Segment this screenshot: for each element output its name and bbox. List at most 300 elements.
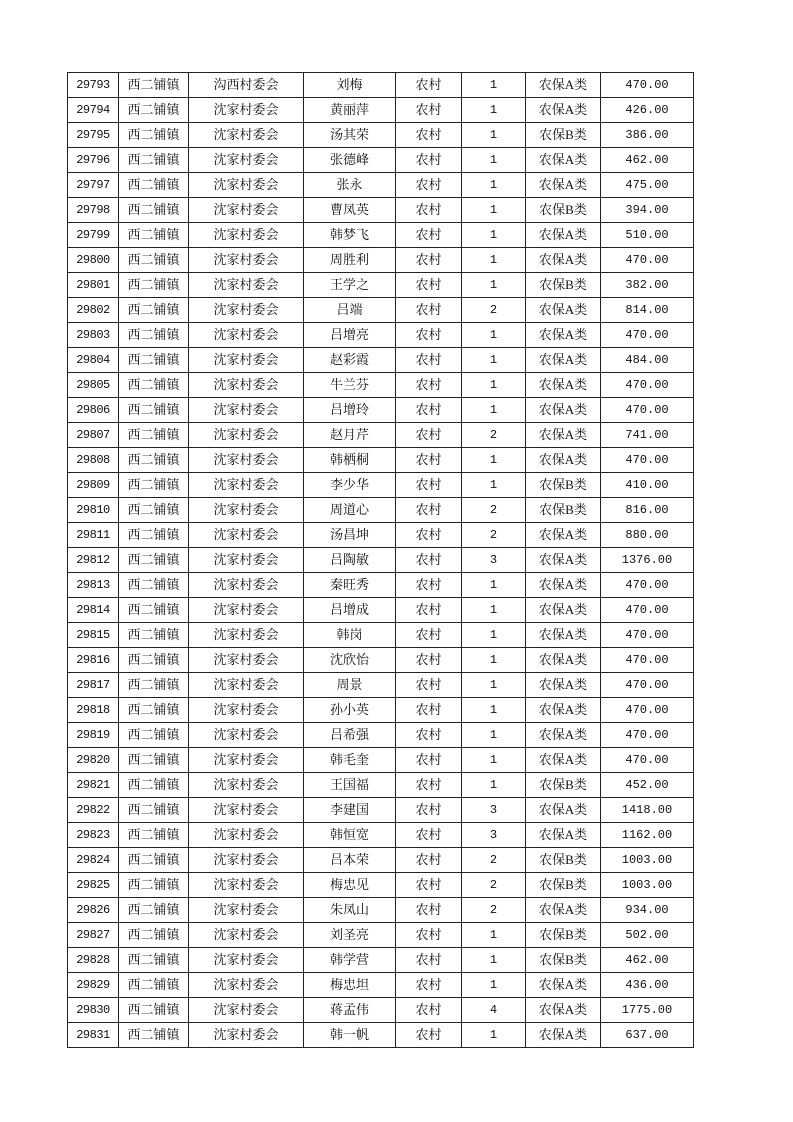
record-id-cell: 29799 xyxy=(68,223,119,248)
member-count-cell: 1 xyxy=(462,323,526,348)
table-row xyxy=(68,423,694,448)
insurance-category-cell: 农保B类 xyxy=(526,948,601,973)
person-name-cell: 吕端 xyxy=(304,298,396,323)
person-name-cell: 韩栖桐 xyxy=(304,448,396,473)
amount-cell: 1376.00 xyxy=(601,548,694,573)
table-row xyxy=(68,673,694,698)
town-cell: 西二铺镇 xyxy=(119,273,189,298)
table-row xyxy=(68,648,694,673)
village-committee-cell: 沈家村委会 xyxy=(189,923,304,948)
person-name-cell: 吕增亮 xyxy=(304,323,396,348)
town-cell: 西二铺镇 xyxy=(119,323,189,348)
village-committee-cell: 沈家村委会 xyxy=(189,248,304,273)
town-cell: 西二铺镇 xyxy=(119,973,189,998)
town-cell: 西二铺镇 xyxy=(119,1023,189,1048)
member-count-cell: 2 xyxy=(462,298,526,323)
record-id-cell: 29795 xyxy=(68,123,119,148)
village-committee-cell: 沈家村委会 xyxy=(189,498,304,523)
member-count-cell: 1 xyxy=(462,98,526,123)
town-cell: 西二铺镇 xyxy=(119,148,189,173)
table-row xyxy=(68,998,694,1023)
record-id-cell: 29817 xyxy=(68,673,119,698)
amount-cell: 470.00 xyxy=(601,448,694,473)
table-row xyxy=(68,748,694,773)
household-type-cell: 农村 xyxy=(396,373,462,398)
record-id-cell: 29821 xyxy=(68,773,119,798)
member-count-cell: 4 xyxy=(462,998,526,1023)
town-cell: 西二铺镇 xyxy=(119,798,189,823)
member-count-cell: 1 xyxy=(462,723,526,748)
town-cell: 西二铺镇 xyxy=(119,473,189,498)
table-row xyxy=(68,723,694,748)
record-id-cell: 29813 xyxy=(68,573,119,598)
town-cell: 西二铺镇 xyxy=(119,948,189,973)
person-name-cell: 赵月芹 xyxy=(304,423,396,448)
amount-cell: 470.00 xyxy=(601,373,694,398)
insurance-category-cell: 农保A类 xyxy=(526,798,601,823)
town-cell: 西二铺镇 xyxy=(119,248,189,273)
household-type-cell: 农村 xyxy=(396,223,462,248)
member-count-cell: 1 xyxy=(462,198,526,223)
amount-cell: 880.00 xyxy=(601,523,694,548)
record-id-cell: 29807 xyxy=(68,423,119,448)
amount-cell: 637.00 xyxy=(601,1023,694,1048)
village-committee-cell: 沈家村委会 xyxy=(189,273,304,298)
person-name-cell: 梅忠见 xyxy=(304,873,396,898)
member-count-cell: 1 xyxy=(462,648,526,673)
insurance-category-cell: 农保B类 xyxy=(526,273,601,298)
household-type-cell: 农村 xyxy=(396,873,462,898)
person-name-cell: 朱凤山 xyxy=(304,898,396,923)
member-count-cell: 1 xyxy=(462,948,526,973)
table-row xyxy=(68,873,694,898)
amount-cell: 484.00 xyxy=(601,348,694,373)
village-committee-cell: 沈家村委会 xyxy=(189,173,304,198)
record-id-cell: 29814 xyxy=(68,598,119,623)
town-cell: 西二铺镇 xyxy=(119,98,189,123)
record-id-cell: 29794 xyxy=(68,98,119,123)
amount-cell: 1775.00 xyxy=(601,998,694,1023)
person-name-cell: 周道心 xyxy=(304,498,396,523)
record-id-cell: 29797 xyxy=(68,173,119,198)
household-type-cell: 农村 xyxy=(396,698,462,723)
person-name-cell: 王国福 xyxy=(304,773,396,798)
household-type-cell: 农村 xyxy=(396,923,462,948)
town-cell: 西二铺镇 xyxy=(119,848,189,873)
person-name-cell: 韩恒宽 xyxy=(304,823,396,848)
insurance-category-cell: 农保B类 xyxy=(526,773,601,798)
person-name-cell: 周景 xyxy=(304,673,396,698)
record-id-cell: 29801 xyxy=(68,273,119,298)
household-type-cell: 农村 xyxy=(396,573,462,598)
record-id-cell: 29800 xyxy=(68,248,119,273)
village-committee-cell: 沈家村委会 xyxy=(189,723,304,748)
amount-cell: 470.00 xyxy=(601,723,694,748)
person-name-cell: 曹凤英 xyxy=(304,198,396,223)
insurance-category-cell: 农保A类 xyxy=(526,98,601,123)
town-cell: 西二铺镇 xyxy=(119,198,189,223)
household-type-cell: 农村 xyxy=(396,723,462,748)
person-name-cell: 韩学营 xyxy=(304,948,396,973)
subsidy-table xyxy=(67,72,694,1048)
village-committee-cell: 沟西村委会 xyxy=(189,73,304,98)
member-count-cell: 1 xyxy=(462,173,526,198)
town-cell: 西二铺镇 xyxy=(119,873,189,898)
insurance-category-cell: 农保A类 xyxy=(526,723,601,748)
record-id-cell: 29831 xyxy=(68,1023,119,1048)
village-committee-cell: 沈家村委会 xyxy=(189,148,304,173)
town-cell: 西二铺镇 xyxy=(119,423,189,448)
town-cell: 西二铺镇 xyxy=(119,448,189,473)
member-count-cell: 1 xyxy=(462,573,526,598)
person-name-cell: 吕本荣 xyxy=(304,848,396,873)
village-committee-cell: 沈家村委会 xyxy=(189,573,304,598)
insurance-category-cell: 农保A类 xyxy=(526,73,601,98)
member-count-cell: 1 xyxy=(462,673,526,698)
household-type-cell: 农村 xyxy=(396,348,462,373)
household-type-cell: 农村 xyxy=(396,773,462,798)
town-cell: 西二铺镇 xyxy=(119,773,189,798)
table-row xyxy=(68,523,694,548)
record-id-cell: 29829 xyxy=(68,973,119,998)
member-count-cell: 1 xyxy=(462,398,526,423)
village-committee-cell: 沈家村委会 xyxy=(189,323,304,348)
household-type-cell: 农村 xyxy=(396,298,462,323)
amount-cell: 452.00 xyxy=(601,773,694,798)
table-row xyxy=(68,973,694,998)
household-type-cell: 农村 xyxy=(396,273,462,298)
household-type-cell: 农村 xyxy=(396,798,462,823)
insurance-category-cell: 农保A类 xyxy=(526,323,601,348)
insurance-category-cell: 农保A类 xyxy=(526,998,601,1023)
person-name-cell: 汤昌坤 xyxy=(304,523,396,548)
household-type-cell: 农村 xyxy=(396,398,462,423)
person-name-cell: 刘梅 xyxy=(304,73,396,98)
amount-cell: 1003.00 xyxy=(601,848,694,873)
table-row xyxy=(68,848,694,873)
village-committee-cell: 沈家村委会 xyxy=(189,598,304,623)
amount-cell: 1418.00 xyxy=(601,798,694,823)
record-id-cell: 29830 xyxy=(68,998,119,1023)
member-count-cell: 1 xyxy=(462,73,526,98)
table-row xyxy=(68,223,694,248)
village-committee-cell: 沈家村委会 xyxy=(189,348,304,373)
insurance-category-cell: 农保B类 xyxy=(526,498,601,523)
record-id-cell: 29820 xyxy=(68,748,119,773)
record-id-cell: 29804 xyxy=(68,348,119,373)
amount-cell: 934.00 xyxy=(601,898,694,923)
household-type-cell: 农村 xyxy=(396,673,462,698)
insurance-category-cell: 农保A类 xyxy=(526,248,601,273)
table-row xyxy=(68,773,694,798)
village-committee-cell: 沈家村委会 xyxy=(189,748,304,773)
person-name-cell: 韩一帆 xyxy=(304,1023,396,1048)
village-committee-cell: 沈家村委会 xyxy=(189,798,304,823)
insurance-category-cell: 农保A类 xyxy=(526,298,601,323)
amount-cell: 470.00 xyxy=(601,698,694,723)
village-committee-cell: 沈家村委会 xyxy=(189,398,304,423)
table-row xyxy=(68,323,694,348)
village-committee-cell: 沈家村委会 xyxy=(189,873,304,898)
insurance-category-cell: 农保A类 xyxy=(526,823,601,848)
member-count-cell: 1 xyxy=(462,923,526,948)
record-id-cell: 29808 xyxy=(68,448,119,473)
village-committee-cell: 沈家村委会 xyxy=(189,623,304,648)
household-type-cell: 农村 xyxy=(396,73,462,98)
household-type-cell: 农村 xyxy=(396,148,462,173)
town-cell: 西二铺镇 xyxy=(119,498,189,523)
insurance-category-cell: 农保B类 xyxy=(526,473,601,498)
insurance-category-cell: 农保B类 xyxy=(526,873,601,898)
household-type-cell: 农村 xyxy=(396,523,462,548)
village-committee-cell: 沈家村委会 xyxy=(189,648,304,673)
village-committee-cell: 沈家村委会 xyxy=(189,523,304,548)
record-id-cell: 29827 xyxy=(68,923,119,948)
table-row xyxy=(68,148,694,173)
amount-cell: 470.00 xyxy=(601,623,694,648)
table-row xyxy=(68,1023,694,1048)
town-cell: 西二铺镇 xyxy=(119,373,189,398)
insurance-category-cell: 农保A类 xyxy=(526,548,601,573)
town-cell: 西二铺镇 xyxy=(119,173,189,198)
village-committee-cell: 沈家村委会 xyxy=(189,948,304,973)
record-id-cell: 29828 xyxy=(68,948,119,973)
amount-cell: 470.00 xyxy=(601,398,694,423)
member-count-cell: 2 xyxy=(462,898,526,923)
village-committee-cell: 沈家村委会 xyxy=(189,448,304,473)
table-row xyxy=(68,948,694,973)
insurance-category-cell: 农保A类 xyxy=(526,173,601,198)
amount-cell: 816.00 xyxy=(601,498,694,523)
village-committee-cell: 沈家村委会 xyxy=(189,898,304,923)
village-committee-cell: 沈家村委会 xyxy=(189,123,304,148)
person-name-cell: 汤其荣 xyxy=(304,123,396,148)
person-name-cell: 李建国 xyxy=(304,798,396,823)
member-count-cell: 3 xyxy=(462,798,526,823)
amount-cell: 1003.00 xyxy=(601,873,694,898)
amount-cell: 386.00 xyxy=(601,123,694,148)
insurance-category-cell: 农保A类 xyxy=(526,398,601,423)
household-type-cell: 农村 xyxy=(396,323,462,348)
town-cell: 西二铺镇 xyxy=(119,398,189,423)
member-count-cell: 1 xyxy=(462,273,526,298)
amount-cell: 475.00 xyxy=(601,173,694,198)
amount-cell: 510.00 xyxy=(601,223,694,248)
member-count-cell: 2 xyxy=(462,523,526,548)
table-row xyxy=(68,598,694,623)
person-name-cell: 刘圣亮 xyxy=(304,923,396,948)
record-id-cell: 29810 xyxy=(68,498,119,523)
amount-cell: 502.00 xyxy=(601,923,694,948)
town-cell: 西二铺镇 xyxy=(119,123,189,148)
insurance-category-cell: 农保A类 xyxy=(526,623,601,648)
insurance-category-cell: 农保A类 xyxy=(526,673,601,698)
insurance-category-cell: 农保A类 xyxy=(526,898,601,923)
member-count-cell: 1 xyxy=(462,123,526,148)
household-type-cell: 农村 xyxy=(396,198,462,223)
record-id-cell: 29802 xyxy=(68,298,119,323)
amount-cell: 470.00 xyxy=(601,598,694,623)
record-id-cell: 29826 xyxy=(68,898,119,923)
record-id-cell: 29793 xyxy=(68,73,119,98)
record-id-cell: 29798 xyxy=(68,198,119,223)
person-name-cell: 王学之 xyxy=(304,273,396,298)
person-name-cell: 赵彩霞 xyxy=(304,348,396,373)
amount-cell: 462.00 xyxy=(601,948,694,973)
insurance-category-cell: 农保A类 xyxy=(526,648,601,673)
amount-cell: 410.00 xyxy=(601,473,694,498)
town-cell: 西二铺镇 xyxy=(119,698,189,723)
member-count-cell: 1 xyxy=(462,698,526,723)
member-count-cell: 1 xyxy=(462,623,526,648)
household-type-cell: 农村 xyxy=(396,423,462,448)
town-cell: 西二铺镇 xyxy=(119,73,189,98)
insurance-category-cell: 农保A类 xyxy=(526,1023,601,1048)
member-count-cell: 1 xyxy=(462,223,526,248)
amount-cell: 470.00 xyxy=(601,648,694,673)
member-count-cell: 1 xyxy=(462,448,526,473)
record-id-cell: 29805 xyxy=(68,373,119,398)
amount-cell: 741.00 xyxy=(601,423,694,448)
table-row xyxy=(68,823,694,848)
village-committee-cell: 沈家村委会 xyxy=(189,198,304,223)
table-body xyxy=(68,73,694,1048)
town-cell: 西二铺镇 xyxy=(119,673,189,698)
table-row xyxy=(68,123,694,148)
town-cell: 西二铺镇 xyxy=(119,898,189,923)
village-committee-cell: 沈家村委会 xyxy=(189,98,304,123)
household-type-cell: 农村 xyxy=(396,248,462,273)
person-name-cell: 周胜利 xyxy=(304,248,396,273)
household-type-cell: 农村 xyxy=(396,998,462,1023)
person-name-cell: 韩岗 xyxy=(304,623,396,648)
table-row xyxy=(68,473,694,498)
village-committee-cell: 沈家村委会 xyxy=(189,973,304,998)
table-row xyxy=(68,373,694,398)
insurance-category-cell: 农保A类 xyxy=(526,148,601,173)
table-row xyxy=(68,448,694,473)
village-committee-cell: 沈家村委会 xyxy=(189,473,304,498)
town-cell: 西二铺镇 xyxy=(119,823,189,848)
member-count-cell: 1 xyxy=(462,373,526,398)
village-committee-cell: 沈家村委会 xyxy=(189,298,304,323)
town-cell: 西二铺镇 xyxy=(119,523,189,548)
insurance-category-cell: 农保B类 xyxy=(526,198,601,223)
amount-cell: 382.00 xyxy=(601,273,694,298)
record-id-cell: 29809 xyxy=(68,473,119,498)
table-row xyxy=(68,198,694,223)
insurance-category-cell: 农保A类 xyxy=(526,598,601,623)
town-cell: 西二铺镇 xyxy=(119,223,189,248)
village-committee-cell: 沈家村委会 xyxy=(189,848,304,873)
insurance-category-cell: 农保A类 xyxy=(526,348,601,373)
household-type-cell: 农村 xyxy=(396,898,462,923)
insurance-category-cell: 农保B类 xyxy=(526,848,601,873)
person-name-cell: 梅忠坦 xyxy=(304,973,396,998)
member-count-cell: 2 xyxy=(462,498,526,523)
village-committee-cell: 沈家村委会 xyxy=(189,223,304,248)
table-row xyxy=(68,273,694,298)
record-id-cell: 29818 xyxy=(68,698,119,723)
member-count-cell: 3 xyxy=(462,823,526,848)
household-type-cell: 农村 xyxy=(396,98,462,123)
household-type-cell: 农村 xyxy=(396,548,462,573)
person-name-cell: 韩毛奎 xyxy=(304,748,396,773)
insurance-category-cell: 农保A类 xyxy=(526,748,601,773)
household-type-cell: 农村 xyxy=(396,748,462,773)
village-committee-cell: 沈家村委会 xyxy=(189,998,304,1023)
person-name-cell: 韩梦飞 xyxy=(304,223,396,248)
record-id-cell: 29815 xyxy=(68,623,119,648)
person-name-cell: 吕希强 xyxy=(304,723,396,748)
table-row xyxy=(68,73,694,98)
member-count-cell: 1 xyxy=(462,748,526,773)
village-committee-cell: 沈家村委会 xyxy=(189,673,304,698)
record-id-cell: 29796 xyxy=(68,148,119,173)
town-cell: 西二铺镇 xyxy=(119,573,189,598)
town-cell: 西二铺镇 xyxy=(119,998,189,1023)
record-id-cell: 29823 xyxy=(68,823,119,848)
village-committee-cell: 沈家村委会 xyxy=(189,1023,304,1048)
amount-cell: 436.00 xyxy=(601,973,694,998)
table-row xyxy=(68,498,694,523)
town-cell: 西二铺镇 xyxy=(119,348,189,373)
town-cell: 西二铺镇 xyxy=(119,298,189,323)
person-name-cell: 蒋孟伟 xyxy=(304,998,396,1023)
insurance-category-cell: 农保A类 xyxy=(526,373,601,398)
village-committee-cell: 沈家村委会 xyxy=(189,548,304,573)
insurance-category-cell: 农保A类 xyxy=(526,448,601,473)
amount-cell: 470.00 xyxy=(601,673,694,698)
member-count-cell: 1 xyxy=(462,148,526,173)
village-committee-cell: 沈家村委会 xyxy=(189,698,304,723)
village-committee-cell: 沈家村委会 xyxy=(189,423,304,448)
table-row xyxy=(68,248,694,273)
insurance-category-cell: 农保A类 xyxy=(526,223,601,248)
member-count-cell: 1 xyxy=(462,773,526,798)
amount-cell: 470.00 xyxy=(601,573,694,598)
household-type-cell: 农村 xyxy=(396,823,462,848)
table-row xyxy=(68,898,694,923)
insurance-category-cell: 农保B类 xyxy=(526,923,601,948)
household-type-cell: 农村 xyxy=(396,598,462,623)
insurance-category-cell: 农保A类 xyxy=(526,698,601,723)
table-row xyxy=(68,298,694,323)
insurance-category-cell: 农保A类 xyxy=(526,423,601,448)
insurance-category-cell: 农保A类 xyxy=(526,573,601,598)
member-count-cell: 1 xyxy=(462,973,526,998)
insurance-category-cell: 农保B类 xyxy=(526,123,601,148)
town-cell: 西二铺镇 xyxy=(119,598,189,623)
household-type-cell: 农村 xyxy=(396,948,462,973)
table-row xyxy=(68,548,694,573)
record-id-cell: 29806 xyxy=(68,398,119,423)
amount-cell: 394.00 xyxy=(601,198,694,223)
household-type-cell: 农村 xyxy=(396,123,462,148)
household-type-cell: 农村 xyxy=(396,1023,462,1048)
household-type-cell: 农村 xyxy=(396,498,462,523)
table-row xyxy=(68,573,694,598)
town-cell: 西二铺镇 xyxy=(119,923,189,948)
person-name-cell: 吕增成 xyxy=(304,598,396,623)
table-row xyxy=(68,698,694,723)
village-committee-cell: 沈家村委会 xyxy=(189,823,304,848)
amount-cell: 470.00 xyxy=(601,323,694,348)
village-committee-cell: 沈家村委会 xyxy=(189,773,304,798)
insurance-category-cell: 农保A类 xyxy=(526,523,601,548)
town-cell: 西二铺镇 xyxy=(119,623,189,648)
member-count-cell: 2 xyxy=(462,423,526,448)
